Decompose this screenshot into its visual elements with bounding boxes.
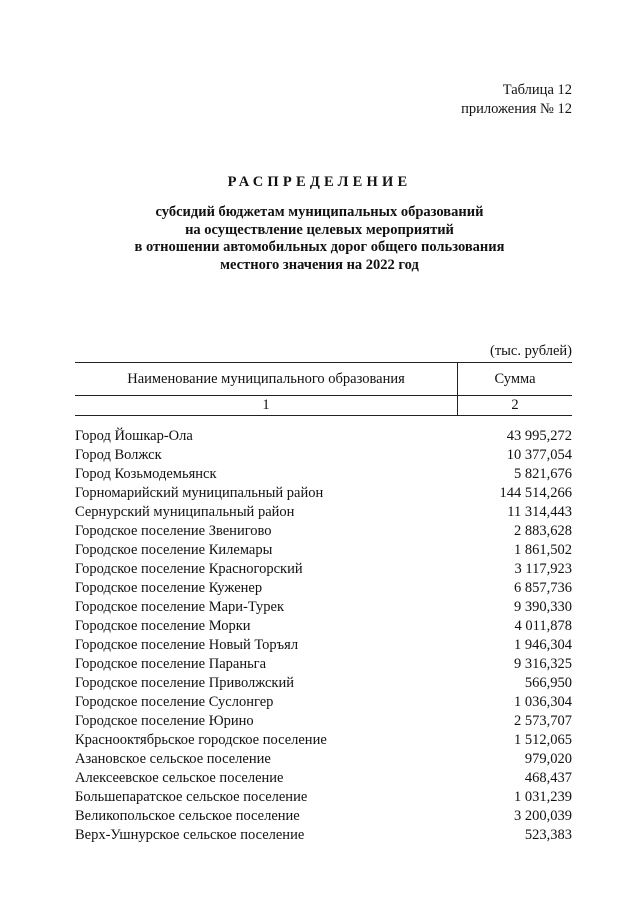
municipality-name: Городское поселение Куженер	[75, 580, 263, 596]
subsidy-amount: 1 512,065	[514, 732, 572, 748]
subsidy-amount: 1 946,304	[514, 637, 572, 653]
subtitle-line: в отношении автомобильных дорог общего пользования	[134, 239, 505, 255]
subsidy-amount: 9 316,325	[514, 656, 572, 672]
municipality-name: Сернурский муниципальный район	[75, 504, 295, 520]
subsidy-amount: 3 200,039	[514, 808, 572, 824]
units-label: (тыс. рублей)	[490, 343, 572, 359]
table-header	[75, 362, 572, 416]
municipality-name: Город Йошкар-Ола	[75, 428, 193, 444]
municipality-name: Городское поселение Новый Торъял	[75, 637, 299, 653]
table-row	[75, 617, 572, 636]
municipality-name: Город Козьмодемьянск	[75, 466, 217, 482]
document-subtitle	[0, 204, 639, 274]
municipality-name: Верх-Ушнурское сельское поселение	[75, 827, 305, 843]
municipality-name: Городское поселение Звенигово	[75, 523, 272, 539]
header-number-row	[75, 396, 572, 415]
column-header-name: Наименование муниципального образования	[75, 363, 458, 395]
municipality-name: Городское поселение Морки	[75, 618, 251, 634]
municipality-name: Великопольское сельское поселение	[75, 808, 300, 824]
subsidy-amount: 523,383	[524, 827, 572, 843]
subsidy-amount: 566,950	[524, 675, 572, 691]
subsidy-amount: 2 883,628	[514, 523, 572, 539]
table-row	[75, 541, 572, 560]
municipality-name: Азановское сельское поселение	[75, 751, 271, 767]
municipality-name: Городское поселение Мари-Турек	[75, 599, 285, 615]
municipality-name: Городское поселение Приволжский	[75, 675, 295, 691]
subsidy-amount: 2 573,707	[514, 713, 572, 729]
table-row	[75, 579, 572, 598]
municipality-name: Большепаратское сельское поселение	[75, 789, 308, 805]
subsidy-amount: 3 117,923	[514, 561, 572, 577]
subsidy-amount: 979,020	[524, 751, 572, 767]
municipality-name: Горномарийский муниципальный район	[75, 485, 324, 501]
table-row	[75, 465, 572, 484]
document-heading: РАСПРЕДЕЛЕНИЕ	[227, 174, 412, 190]
table-row	[75, 674, 572, 693]
appendix-reference	[461, 81, 572, 119]
subsidy-amount: 144 514,266	[499, 485, 572, 501]
table-number: Таблица 12	[502, 82, 572, 98]
table-row	[75, 636, 572, 655]
municipality-name: Городское поселение Суслонгер	[75, 694, 274, 710]
table-row	[75, 655, 572, 674]
subsidy-amount: 11 314,443	[507, 504, 572, 520]
header-row	[75, 363, 572, 396]
table-row	[75, 712, 572, 731]
subsidy-amount: 4 011,878	[514, 618, 572, 634]
table-row	[75, 598, 572, 617]
subsidy-amount: 43 995,272	[506, 428, 572, 444]
subsidy-amount: 10 377,054	[506, 447, 572, 463]
subtitle-line: местного значения на 2022 год	[220, 256, 419, 273]
column-number-sum: 2	[511, 397, 519, 413]
table-row	[75, 484, 572, 503]
municipality-name: Алексеевское сельское поселение	[75, 770, 284, 786]
table-row	[75, 446, 572, 465]
table-row	[75, 522, 572, 541]
subsidy-amount: 1 036,304	[514, 694, 572, 710]
subsidy-amount: 1 031,239	[514, 789, 572, 805]
table-row	[75, 788, 572, 807]
column-number-name: 1	[75, 396, 458, 415]
table-row	[75, 560, 572, 579]
table-body	[75, 427, 572, 845]
table-row	[75, 769, 572, 788]
subsidy-amount: 5 821,676	[514, 466, 572, 482]
table-row	[75, 750, 572, 769]
table-row	[75, 807, 572, 826]
table-row	[75, 503, 572, 522]
municipality-name: Городское поселение Красногорский	[75, 561, 303, 577]
municipality-name: Городское поселение Килемары	[75, 542, 273, 558]
table-row	[75, 826, 572, 845]
subsidy-amount: 6 857,736	[514, 580, 572, 596]
subtitle-line: субсидий бюджетам муниципальных образований	[155, 204, 484, 220]
table-row	[75, 693, 572, 712]
subsidy-amount: 1 861,502	[514, 542, 572, 558]
municipality-name: Краснооктябрьское городское поселение	[75, 732, 327, 748]
table-row	[75, 731, 572, 750]
subsidy-amount: 468,437	[524, 770, 572, 786]
appendix-number: приложения № 12	[461, 101, 572, 117]
subsidy-amount: 9 390,330	[514, 599, 572, 615]
subtitle-line: на осуществление целевых мероприятий	[185, 221, 454, 238]
municipality-name: Город Волжск	[75, 447, 162, 463]
table-row	[75, 427, 572, 446]
municipality-name: Городское поселение Параньга	[75, 656, 267, 672]
column-header-sum: Сумма	[494, 370, 536, 387]
municipality-name: Городское поселение Юрино	[75, 713, 254, 729]
